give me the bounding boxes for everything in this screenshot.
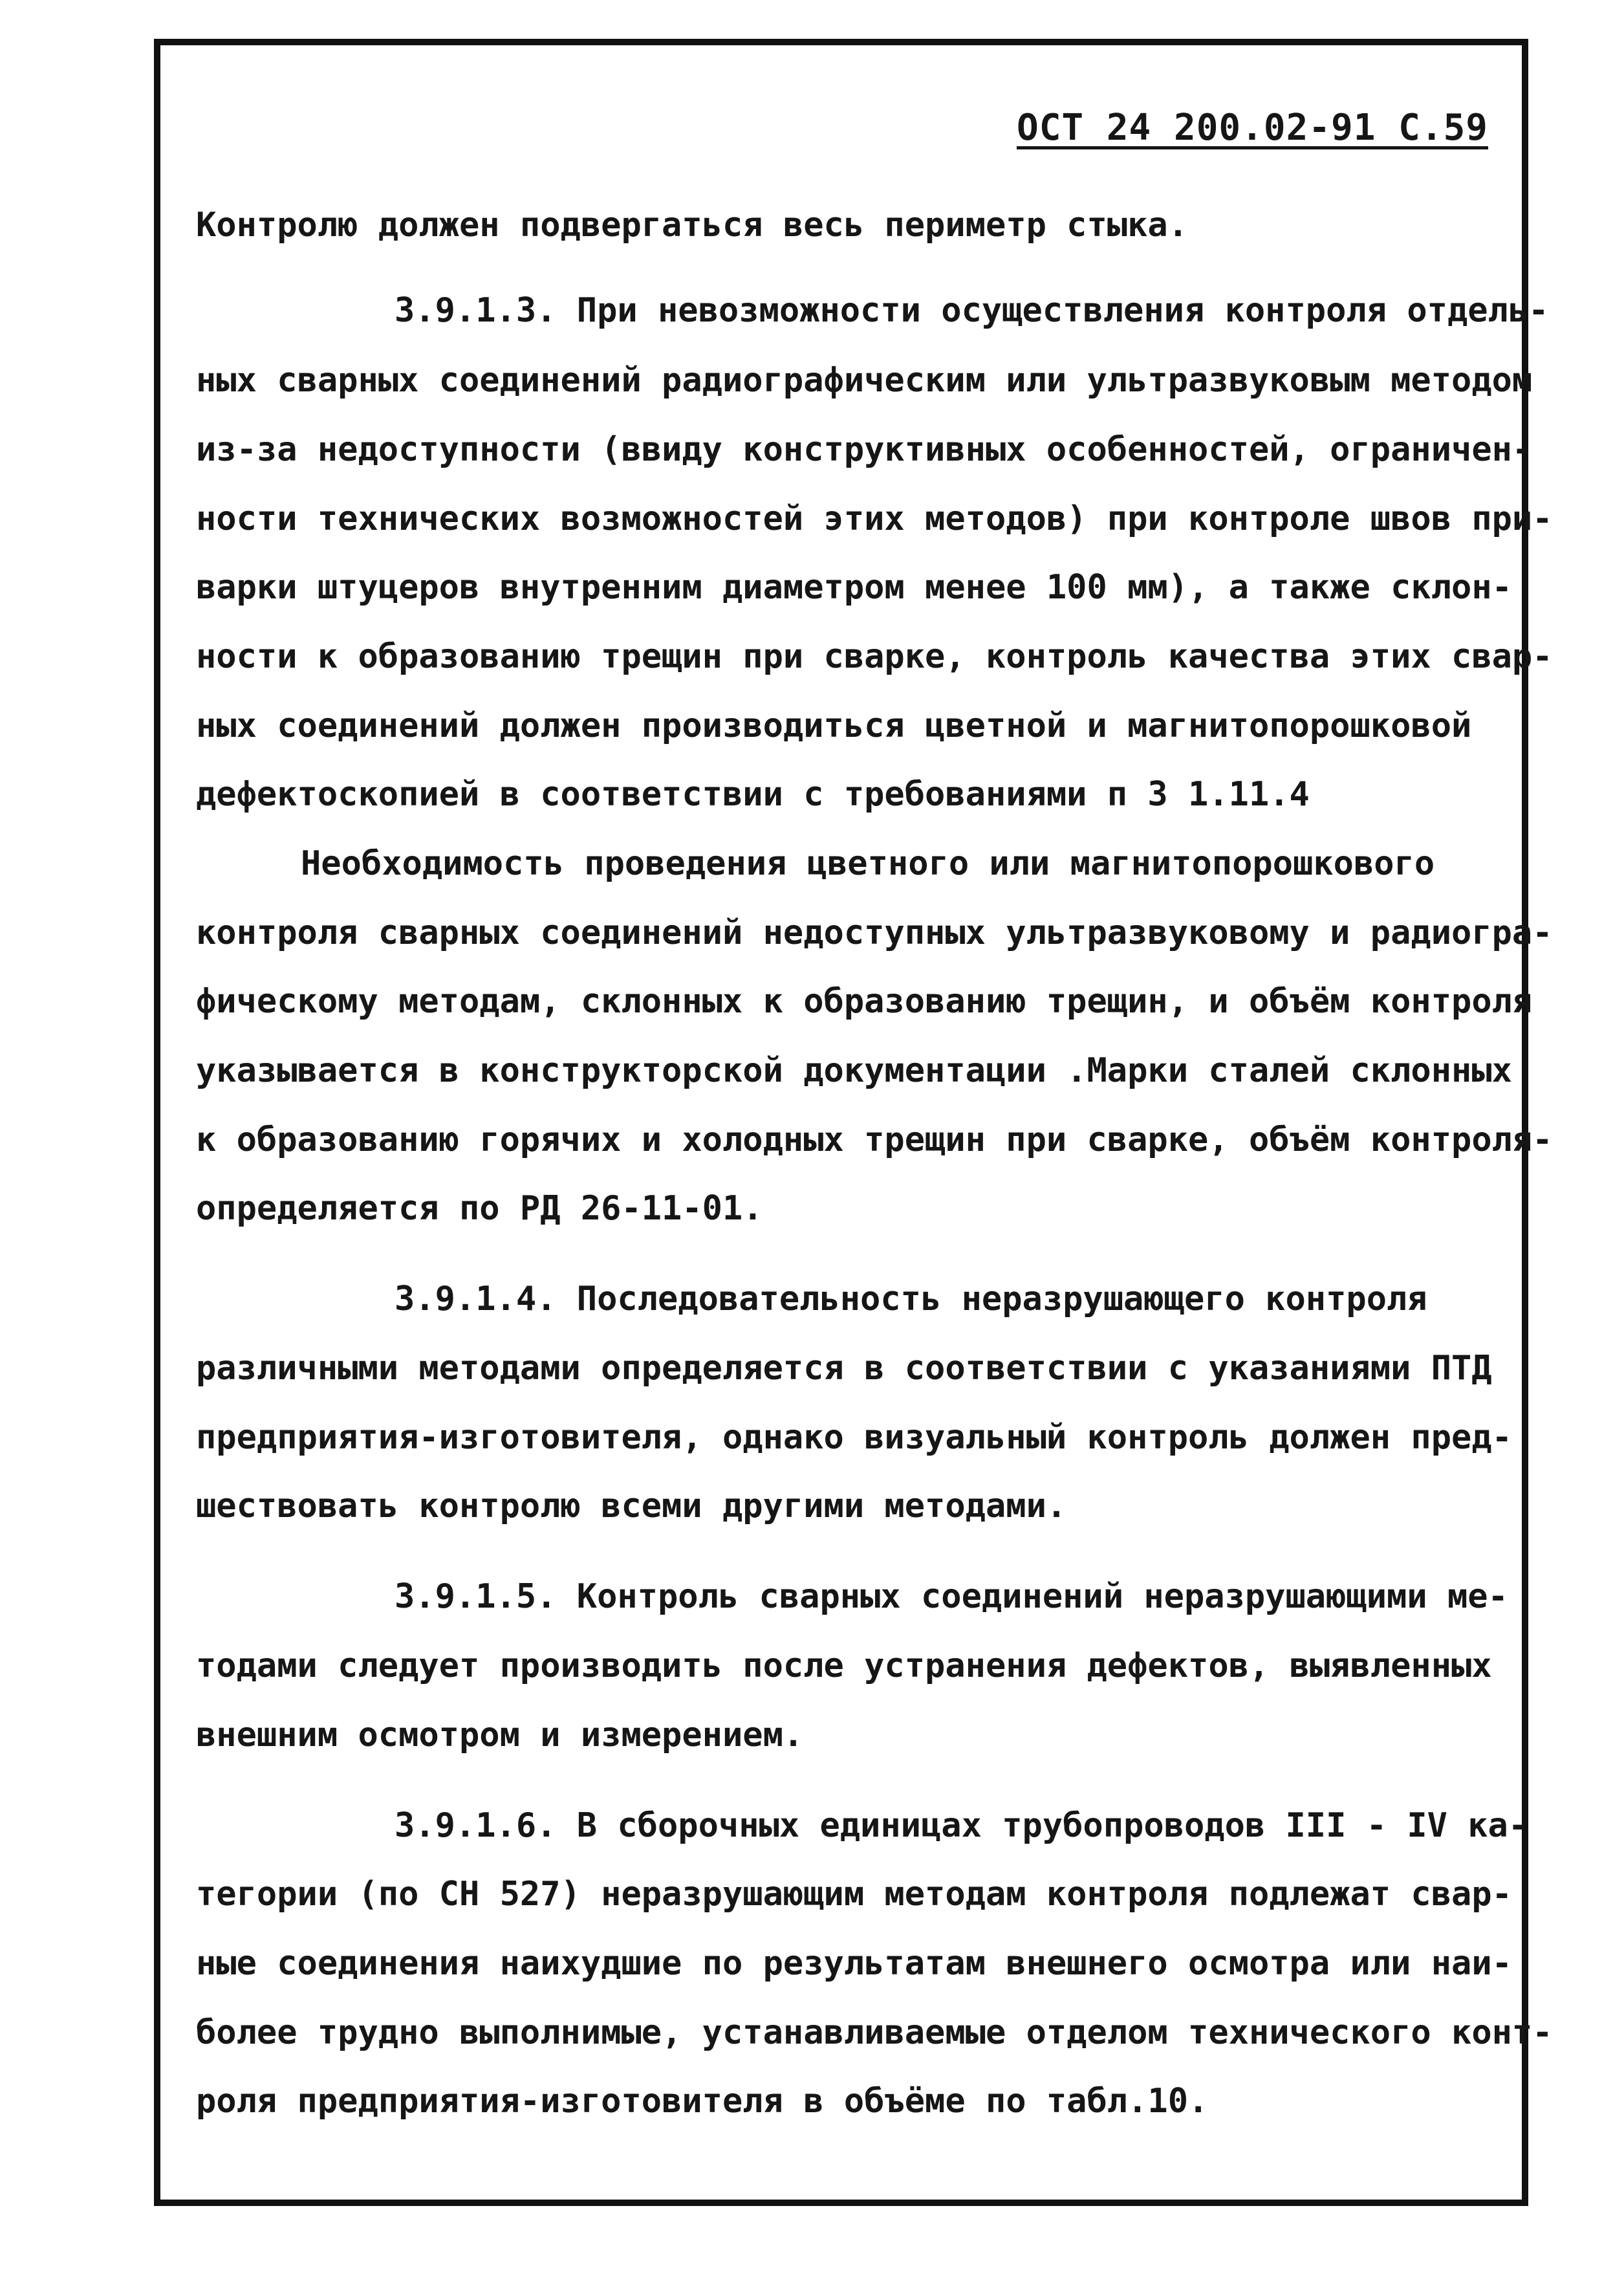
text-line: фическому методам, склонных к образованию трещин, и объём контроля	[196, 982, 1533, 1021]
text-line: контроля сварных соединений недоступных ультразвуковому и радиогра-	[196, 913, 1553, 952]
text-line: к образованию горячих и холодных трещин при сварке, объём контроля-	[196, 1120, 1553, 1159]
section-heading-3-9-1-5: 3.9.1.5. Контроль сварных соединений неразрушающими ме-	[395, 1577, 1508, 1616]
text-line: Контролю должен подвергаться весь периметр стыка.	[196, 206, 1189, 245]
section-heading-3-9-1-4: 3.9.1.4. Последовательность неразрушающего контроля	[395, 1280, 1427, 1318]
document-reference-header: ОСТ 24 200.02-91 С.59	[1016, 107, 1488, 149]
text-line: указывается в конструкторской документации .Марки сталей склонных	[196, 1051, 1512, 1090]
text-line: варки штуцеров внутренним диаметром менее 100 мм), а также склон-	[196, 568, 1512, 607]
text-line: определяется по РД 26-11-01.	[196, 1189, 763, 1228]
text-line: ности к образованию трещин при сварке, контроль качества этих свар-	[196, 637, 1553, 676]
text-line: роля предприятия-изготовителя в объёме по табл.10.	[196, 2082, 1209, 2121]
text-line: ные соединения наихудшие по результатам внешнего осмотра или наи-	[196, 1944, 1512, 1983]
section-heading-3-9-1-3: 3.9.1.3. При невозможности осуществления контроля отдель-	[395, 291, 1549, 330]
text-line: различными методами определяется в соответствии с указаниями ПТД	[196, 1349, 1492, 1388]
paragraph-start: Необходимость проведения цветного или магнитопорошкового	[301, 844, 1435, 883]
text-line: шествовать контролю всеми другими методами.	[196, 1487, 1067, 1525]
text-line: предприятия-изготовителя, однако визуальный контроль должен пред-	[196, 1418, 1512, 1457]
text-line: ных соединений должен производиться цветной и магнитопорошковой	[196, 706, 1472, 745]
section-heading-3-9-1-6: 3.9.1.6. В сборочных единицах трубопроводов III - IV ка-	[395, 1806, 1529, 1845]
text-line: внешним осмотром и измерением.	[196, 1716, 804, 1754]
text-line: более трудно выполнимые, устанавливаемые отделом технического конт-	[196, 2013, 1553, 2052]
text-line: тодами следует производить после устранения дефектов, выявленных	[196, 1646, 1492, 1685]
text-line: ных сварных соединений радиографическим или ультразвуковым методом	[196, 361, 1533, 400]
text-line: из-за недоступности (ввиду конструктивных особенностей, ограничен-	[196, 430, 1533, 469]
text-line: ности технических возможностей этих методов) при контроле швов при-	[196, 499, 1553, 538]
text-line: дефектоскопией в соответствии с требованиями п 3 1.11.4	[196, 775, 1310, 814]
text-line: тегории (по СН 527) неразрушающим методам контроля подлежат свар-	[196, 1875, 1512, 1914]
